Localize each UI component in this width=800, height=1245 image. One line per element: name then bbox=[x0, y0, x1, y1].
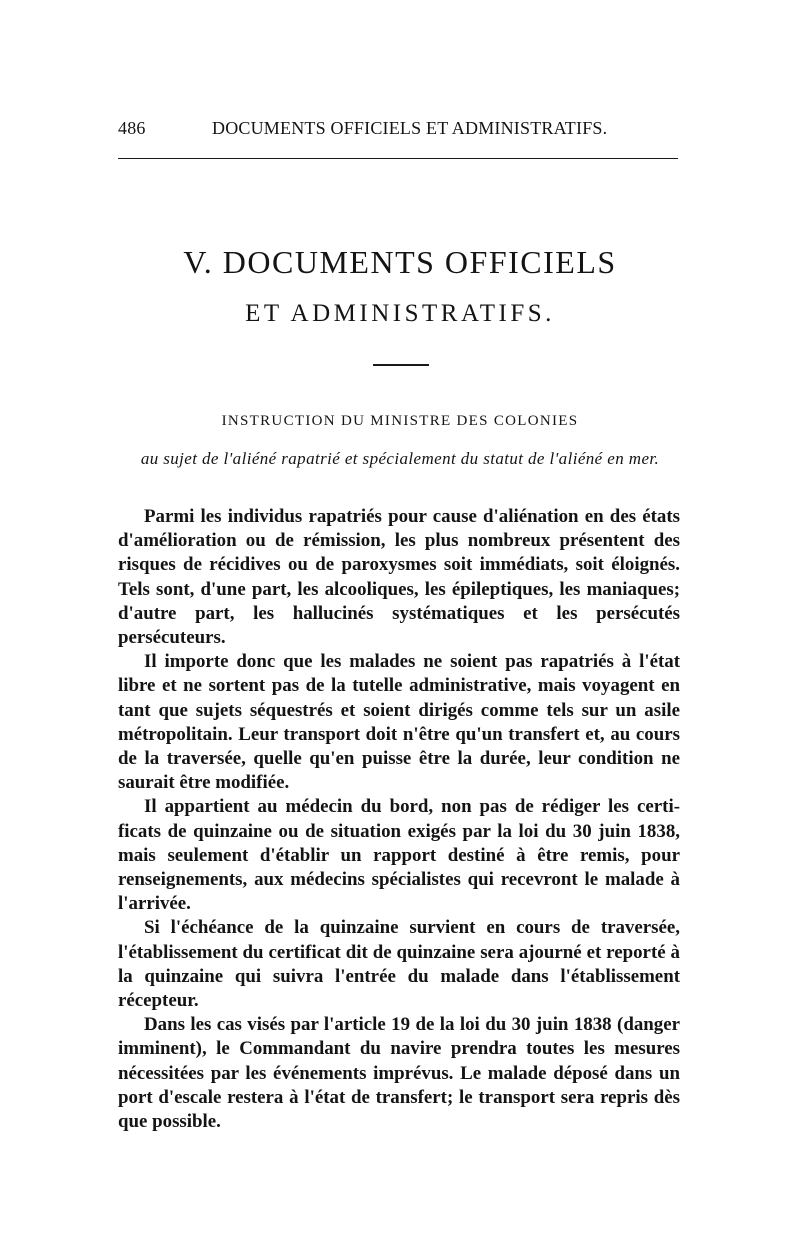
paragraph: Il importe donc que les malades ne soient pas rapatriés à l'état libre et ne sortent pas de la tutelle administrative, mais voyagent en tant que sujets séquestrés et soient dirigés comme tels sur un asile métropolitain. Leur transport doit n'être qu'un transfert et, au cours de la traversée, quelle qu'en puisse être la durée, leur condition ne saurait être modifiée. bbox=[118, 651, 680, 794]
running-title: DOCUMENTS OFFICIELS ET ADMINISTRATIFS. bbox=[212, 118, 608, 138]
paragraph: Si l'échéance de la quinzaine survient en cours de traversée, l'établissement du certificat dit de quinzaine sera ajourné et reporté à la quinzaine qui suivra l'entrée du malade dans l'établissement récepteur. bbox=[118, 917, 680, 1012]
section-title-line-1: V. DOCUMENTS OFFICIELS bbox=[183, 244, 617, 280]
paragraph: Dans les cas visés par l'article 19 de la loi du 30 juin 1838 (danger imminent), le Commandant du navire prendra toutes les mesures nécessitées par les événements imprévus. Le malade déposé dans un port d'escale restera à l'état de transfert; le transport sera repris dès que possible. bbox=[118, 1014, 680, 1133]
title-divider bbox=[373, 364, 429, 366]
paragraph: Parmi les individus rapatriés pour cause d'aliénation en des états d'amélioration ou de rémission, les plus nombreux présentent des risques de récidives ou de paroxysmes soit immédiats, soit éloignés. Tels sont, d'une part, les alcooliques, les épileptiques, les maniaques; d'autre part, les hallucinés systématiques et les persécutés persécuteurs. bbox=[118, 506, 680, 649]
section-title-line-2: ET ADMINISTRATIFS. bbox=[245, 300, 555, 327]
paragraph: Il appartient au médecin du bord, non pas de rédiger les certificats de quinzaine ou de situation exigés par la loi du 30 juin 1838, mais seulement d'établir un rapport destiné à être remis, pour renseignements, aux médecins spécialistes qui recevront le malade à l'arrivée. bbox=[118, 796, 680, 915]
instruction-subtitle: au sujet de l'aliéné rapatrié et spécialement du statut de l'aliéné en mer. bbox=[140, 449, 660, 468]
body-text bbox=[118, 505, 680, 1134]
running-head bbox=[118, 118, 678, 142]
page-number: 486 bbox=[118, 118, 146, 138]
header-rule bbox=[118, 158, 678, 159]
instruction-title: INSTRUCTION DU MINISTRE DES COLONIES bbox=[221, 413, 579, 429]
